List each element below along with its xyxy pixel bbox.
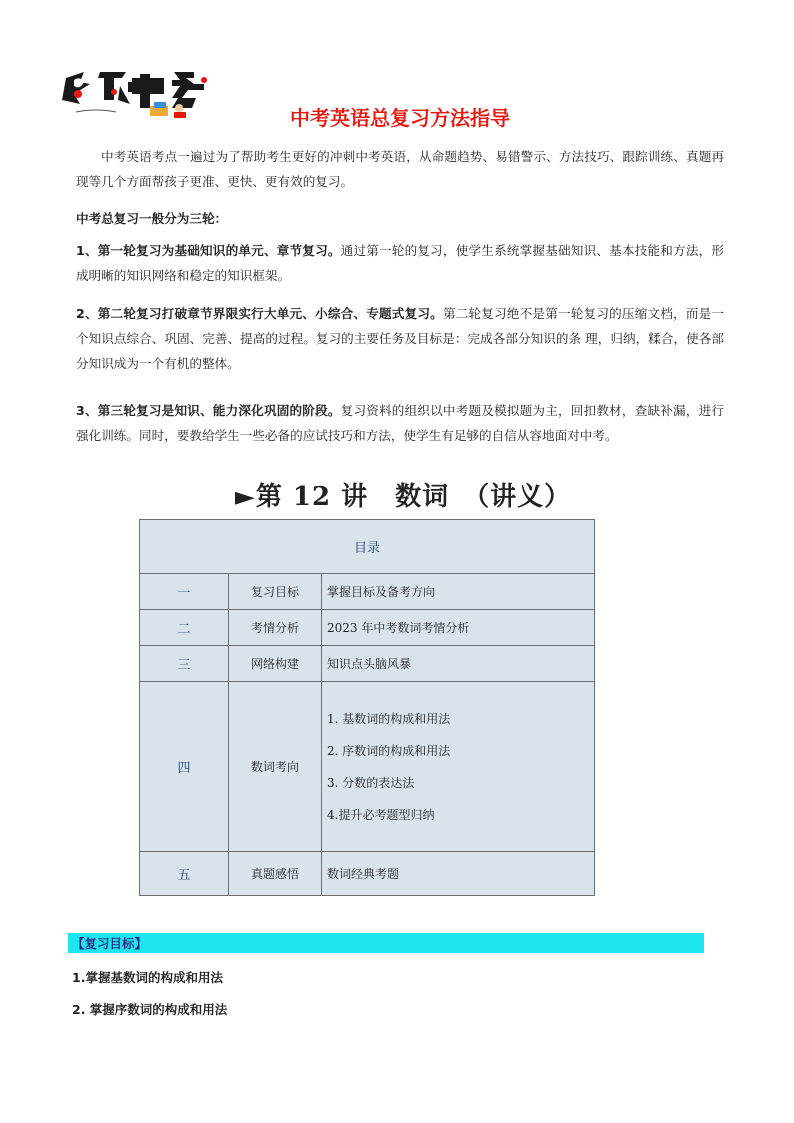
round-3-bold: 3、第三轮复习是知识、能力深化巩固的阶段。 (76, 403, 341, 418)
main-title: 中考英语总复习方法指导 (290, 106, 510, 130)
toc-row-number: 一 (140, 574, 229, 610)
toc-row-content: 掌握目标及备考方向 (322, 574, 595, 610)
rounds-heading-text: 中考总复习一般分为三轮： (76, 211, 228, 226)
toc-row (140, 646, 595, 682)
section-highlight-bar (68, 933, 704, 953)
toc-sub-item: 4.提升必考题型归纳 (327, 807, 435, 822)
toc-row-category: 数词考向 (229, 682, 322, 852)
round-2-bold: 2、第二轮复习打破章节界限实行大单元、小综合、专题式复习。 (76, 306, 443, 321)
toc-row-number: 四 (140, 682, 229, 852)
toc-table (139, 519, 595, 896)
toc-row-category: 复习目标 (229, 574, 322, 610)
toc-row-category: 网络构建 (229, 646, 322, 682)
toc-row-number: 二 (140, 610, 229, 646)
section-label-review-goals: 【复习目标】 (72, 936, 148, 951)
toc-row-number: 三 (140, 646, 229, 682)
toc-row-content: 知识点头脑风暴 (322, 646, 595, 682)
toc-sub-item: 1. 基数词的构成和用法 (327, 711, 451, 726)
round-3-text: 复习资料的组织以中考题及模拟题为主，回扣教材，查缺补漏，进行强化训练。同时，要教给学生一些必备的应试技巧和方法，使学生有足够的自信从容地面对中考。 (76, 403, 725, 443)
rounds-heading (76, 206, 724, 231)
toc-sub-item: 3. 分数的表达法 (327, 775, 415, 790)
review-goal-item: 1.掌握基数词的构成和用法 (72, 970, 223, 985)
round-2-text: 第二轮复习绝不是第一轮复习的压缩文档，而是一个知识点综合、巩固、完善、提高的过程。复习的主要任务及目标是：完成各部分知识的条 理，归纳，糅合，使各部分知识成为一个有机的整体。 (76, 306, 725, 371)
toc-heading: 目录 (140, 520, 595, 574)
round-3-paragraph (76, 398, 724, 448)
toc-sub-item: 2. 序数词的构成和用法 (327, 743, 451, 758)
round-2-paragraph (76, 301, 724, 376)
toc-row-content (322, 682, 595, 852)
toc-sub-list (327, 703, 594, 831)
review-goal-item: 2. 掌握序数词的构成和用法 (72, 1002, 228, 1017)
intro-paragraph: 中考英语考点一遍过为了帮助考生更好的冲刺中考英语，从命题趋势、易错警示、方法技巧、跟踪训练、真题再现等几个方面帮孩子更准、更快、更有效的复习。 (76, 149, 724, 189)
round-1-paragraph (76, 238, 724, 288)
toc-row (140, 852, 595, 896)
toc-row-category: 真题感悟 (229, 852, 322, 896)
toc-row-content: 2023 年中考数词考情分析 (322, 610, 595, 646)
lecture-title: ►第 12 讲 数词 （讲义） (234, 482, 572, 512)
toc-row (140, 574, 595, 610)
toc-heading-row (140, 520, 595, 574)
toc-row-category: 考情分析 (229, 610, 322, 646)
toc-row-number: 五 (140, 852, 229, 896)
toc-row-content: 数词经典考题 (322, 852, 595, 896)
toc-row (140, 610, 595, 646)
round-1-bold: 1、第一轮复习为基础知识的单元、章节复习。 (76, 243, 341, 258)
toc-row (140, 682, 595, 852)
round-1-text: 通过第一轮的复习，使学生系统掌握基础知识、基本技能和方法，形成明晰的知识网络和稳定的知识框架。 (76, 243, 725, 283)
